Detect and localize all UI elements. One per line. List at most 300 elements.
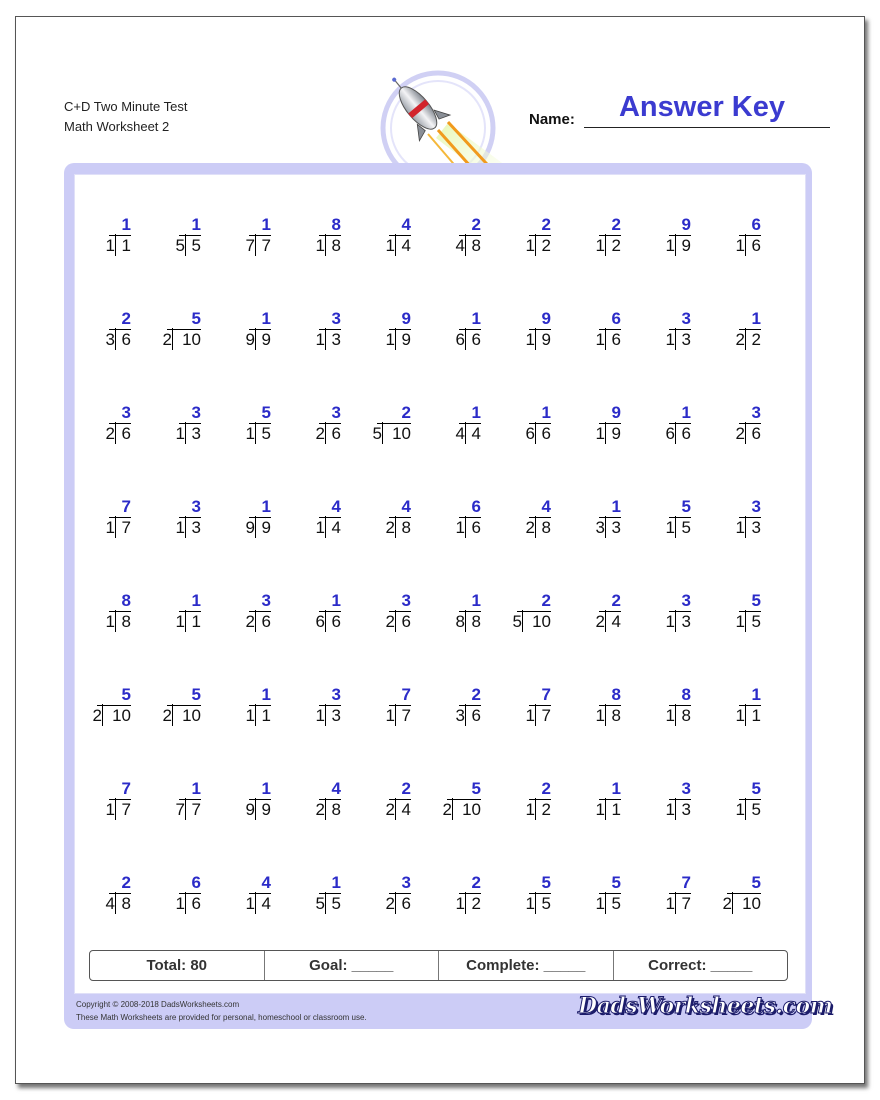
problems-grid <box>75 213 775 965</box>
quotient-answer: 2 <box>109 873 131 894</box>
division-problem <box>425 213 495 307</box>
divisor: 1 <box>315 330 325 349</box>
dividend: 8 <box>331 800 341 819</box>
division-problem <box>145 589 215 683</box>
quotient-answer: 2 <box>459 873 481 894</box>
quotient-answer: 3 <box>669 309 691 330</box>
division-problem <box>215 307 285 401</box>
dividend: 7 <box>401 706 411 725</box>
division-problem <box>495 213 565 307</box>
divisor: 2 <box>162 330 172 349</box>
quotient-answer: 1 <box>459 403 481 424</box>
dividend: 1 <box>121 236 131 255</box>
dividend: 2 <box>541 800 551 819</box>
dividend: 4 <box>331 518 341 537</box>
divisor: 2 <box>735 330 745 349</box>
divisor: 6 <box>525 424 535 443</box>
dividend: 5 <box>261 424 271 443</box>
divisor: 1 <box>595 236 605 255</box>
divisor: 2 <box>735 424 745 443</box>
complete-cell[interactable]: Complete: _____ <box>439 951 614 980</box>
divisor: 1 <box>175 612 185 631</box>
quotient-answer: 1 <box>459 591 481 612</box>
divisor: 2 <box>162 706 172 725</box>
correct-cell[interactable]: Correct: _____ <box>648 957 753 974</box>
dividend: 2 <box>471 894 481 913</box>
division-problem <box>75 495 145 589</box>
division-problem <box>215 213 285 307</box>
quotient-answer: 8 <box>669 685 691 706</box>
divisor: 6 <box>315 612 325 631</box>
division-problem <box>75 683 145 777</box>
dividend: 4 <box>401 800 411 819</box>
quotient-answer: 2 <box>109 309 131 330</box>
divisor: 5 <box>372 424 382 443</box>
divisor: 1 <box>245 894 255 913</box>
divisor: 7 <box>175 800 185 819</box>
quotient-answer: 1 <box>319 591 341 612</box>
division-problem <box>565 213 635 307</box>
divisor: 3 <box>595 518 605 537</box>
quotient-answer: 1 <box>249 309 271 330</box>
dividend: 8 <box>681 706 691 725</box>
quotient-answer: 7 <box>109 497 131 518</box>
division-problem <box>565 777 635 871</box>
division-problem <box>145 401 215 495</box>
divisor: 1 <box>595 330 605 349</box>
quotient-answer: 5 <box>167 309 201 330</box>
division-problem <box>425 589 495 683</box>
dividend: 6 <box>541 424 551 443</box>
division-problem <box>705 401 775 495</box>
quotient-answer: 9 <box>599 403 621 424</box>
division-problem <box>145 307 215 401</box>
dividend: 6 <box>121 330 131 349</box>
division-problem <box>565 589 635 683</box>
divisor: 1 <box>455 894 465 913</box>
quotient-answer: 3 <box>669 591 691 612</box>
dividend: 8 <box>401 518 411 537</box>
dividend: 8 <box>121 612 131 631</box>
quotient-answer: 3 <box>669 779 691 800</box>
quotient-answer: 2 <box>459 685 481 706</box>
division-problem <box>145 213 215 307</box>
divisor: 2 <box>315 424 325 443</box>
division-problem <box>355 307 425 401</box>
division-problem <box>495 401 565 495</box>
dividend: 4 <box>611 612 621 631</box>
dividend: 9 <box>261 330 271 349</box>
dividend: 4 <box>471 424 481 443</box>
division-problem <box>565 683 635 777</box>
divisor: 2 <box>385 518 395 537</box>
quotient-answer: 8 <box>599 685 621 706</box>
quotient-answer: 1 <box>179 591 201 612</box>
division-problem <box>635 589 705 683</box>
quotient-answer: 3 <box>249 591 271 612</box>
division-problem <box>425 777 495 871</box>
dadsworksheets-logo: DadsWorksheets.com <box>578 993 833 1019</box>
quotient-answer: 7 <box>389 685 411 706</box>
quotient-answer: 7 <box>669 873 691 894</box>
dividend: 3 <box>191 518 201 537</box>
goal-cell[interactable]: Goal: _____ <box>265 951 440 980</box>
divisor: 1 <box>525 800 535 819</box>
quotient-answer: 3 <box>389 591 411 612</box>
dividend: 6 <box>751 424 761 443</box>
division-problem <box>145 495 215 589</box>
quotient-answer: 6 <box>739 215 761 236</box>
division-problem <box>145 777 215 871</box>
dividend: 5 <box>611 894 621 913</box>
dividend: 6 <box>751 236 761 255</box>
divisor: 1 <box>665 706 675 725</box>
dividend: 3 <box>751 518 761 537</box>
dividend: 10 <box>182 706 201 725</box>
name-label: Name: <box>529 111 575 128</box>
worksheet-title <box>64 97 187 137</box>
divisor: 2 <box>385 800 395 819</box>
division-problem <box>215 401 285 495</box>
divisor: 3 <box>105 330 115 349</box>
division-problem <box>215 589 285 683</box>
dividend: 9 <box>401 330 411 349</box>
division-problem <box>705 307 775 401</box>
dividend: 3 <box>611 518 621 537</box>
dividend: 5 <box>751 800 761 819</box>
quotient-answer: 5 <box>599 873 621 894</box>
divisor: 1 <box>735 706 745 725</box>
quotient-answer: 8 <box>319 215 341 236</box>
division-problem <box>355 777 425 871</box>
division-problem <box>425 401 495 495</box>
usage-notice: These Math Worksheets are provided for personal, homeschool or classroom use. <box>76 1013 367 1022</box>
dividend: 5 <box>751 612 761 631</box>
quotient-answer: 5 <box>447 779 481 800</box>
dividend: 10 <box>112 706 131 725</box>
dividend: 9 <box>681 236 691 255</box>
dividend: 6 <box>121 424 131 443</box>
division-problem <box>635 307 705 401</box>
quotient-answer: 3 <box>739 497 761 518</box>
division-problem <box>355 683 425 777</box>
quotient-answer: 1 <box>249 779 271 800</box>
division-problem <box>355 495 425 589</box>
divisor: 1 <box>315 236 325 255</box>
division-problem <box>215 495 285 589</box>
dividend: 8 <box>471 236 481 255</box>
quotient-answer: 1 <box>599 779 621 800</box>
divisor: 1 <box>105 612 115 631</box>
title-line-2: Math Worksheet 2 <box>64 119 170 134</box>
divisor: 1 <box>665 236 675 255</box>
quotient-answer: 3 <box>319 685 341 706</box>
quotient-answer: 2 <box>599 591 621 612</box>
division-problem <box>215 777 285 871</box>
divisor: 2 <box>525 518 535 537</box>
divisor: 1 <box>665 518 675 537</box>
dividend: 2 <box>541 236 551 255</box>
division-problem <box>355 401 425 495</box>
quotient-answer: 6 <box>599 309 621 330</box>
divisor: 1 <box>245 424 255 443</box>
divisor: 1 <box>665 612 675 631</box>
divisor: 8 <box>455 612 465 631</box>
division-problem <box>565 401 635 495</box>
quotient-answer: 1 <box>319 873 341 894</box>
divisor: 1 <box>385 236 395 255</box>
quotient-answer: 6 <box>459 497 481 518</box>
quotient-answer: 1 <box>459 309 481 330</box>
divisor: 1 <box>525 706 535 725</box>
title-line-1: C+D Two Minute Test <box>64 99 188 114</box>
quotient-answer: 3 <box>319 309 341 330</box>
divisor: 4 <box>105 894 115 913</box>
quotient-answer: 1 <box>179 779 201 800</box>
divisor: 2 <box>722 894 732 913</box>
dividend: 9 <box>611 424 621 443</box>
dividend: 9 <box>541 330 551 349</box>
division-problem <box>285 401 355 495</box>
quotient-answer: 2 <box>377 403 411 424</box>
division-problem <box>285 307 355 401</box>
dividend: 7 <box>261 236 271 255</box>
dividend: 8 <box>541 518 551 537</box>
divisor: 1 <box>735 800 745 819</box>
division-problem <box>635 777 705 871</box>
quotient-answer: 1 <box>179 215 201 236</box>
dividend: 3 <box>681 612 691 631</box>
quotient-answer: 5 <box>97 685 131 706</box>
dividend: 6 <box>401 894 411 913</box>
quotient-answer: 2 <box>529 215 551 236</box>
divisor: 1 <box>455 518 465 537</box>
divisor: 1 <box>595 894 605 913</box>
divisor: 1 <box>595 706 605 725</box>
divisor: 4 <box>455 236 465 255</box>
quotient-answer: 5 <box>739 591 761 612</box>
quotient-answer: 2 <box>517 591 551 612</box>
divisor: 1 <box>245 706 255 725</box>
division-problem <box>425 683 495 777</box>
dividend: 6 <box>191 894 201 913</box>
division-problem <box>705 213 775 307</box>
divisor: 1 <box>105 800 115 819</box>
divisor: 1 <box>175 424 185 443</box>
quotient-answer: 1 <box>109 215 131 236</box>
dividend: 4 <box>261 894 271 913</box>
quotient-answer: 3 <box>109 403 131 424</box>
divisor: 1 <box>385 330 395 349</box>
division-problem <box>75 589 145 683</box>
division-problem <box>495 589 565 683</box>
quotient-answer: 3 <box>179 403 201 424</box>
quotient-answer: 3 <box>739 403 761 424</box>
quotient-answer: 4 <box>249 873 271 894</box>
quotient-answer: 2 <box>529 779 551 800</box>
division-problem <box>425 495 495 589</box>
quotient-answer: 5 <box>669 497 691 518</box>
dividend: 4 <box>401 236 411 255</box>
dividend: 5 <box>331 894 341 913</box>
dividend: 7 <box>541 706 551 725</box>
dividend: 1 <box>261 706 271 725</box>
divisor: 7 <box>245 236 255 255</box>
quotient-answer: 1 <box>599 497 621 518</box>
dividend: 3 <box>191 424 201 443</box>
dividend: 6 <box>261 612 271 631</box>
quotient-answer: 1 <box>529 403 551 424</box>
quotient-answer: 3 <box>389 873 411 894</box>
quotient-answer: 4 <box>319 779 341 800</box>
division-problem <box>565 307 635 401</box>
quotient-answer: 6 <box>179 873 201 894</box>
dividend: 8 <box>611 706 621 725</box>
dividend: 2 <box>611 236 621 255</box>
division-problem <box>285 589 355 683</box>
division-problem <box>705 777 775 871</box>
dividend: 5 <box>681 518 691 537</box>
dividend: 1 <box>611 800 621 819</box>
division-problem <box>285 213 355 307</box>
divisor: 1 <box>315 518 325 537</box>
dividend: 5 <box>191 236 201 255</box>
division-problem <box>705 495 775 589</box>
divisor: 1 <box>595 424 605 443</box>
quotient-answer: 1 <box>249 685 271 706</box>
divisor: 1 <box>175 894 185 913</box>
dividend: 7 <box>121 800 131 819</box>
dividend: 7 <box>191 800 201 819</box>
dividend: 6 <box>331 612 341 631</box>
dividend: 3 <box>681 330 691 349</box>
dividend: 6 <box>331 424 341 443</box>
divisor: 2 <box>315 800 325 819</box>
divisor: 1 <box>665 330 675 349</box>
dividend: 2 <box>751 330 761 349</box>
dividend: 3 <box>331 330 341 349</box>
divisor: 1 <box>315 706 325 725</box>
division-problem <box>75 307 145 401</box>
divisor: 1 <box>105 236 115 255</box>
dividend: 1 <box>751 706 761 725</box>
quotient-answer: 3 <box>319 403 341 424</box>
divisor: 2 <box>442 800 452 819</box>
divisor: 1 <box>665 800 675 819</box>
quotient-answer: 7 <box>529 685 551 706</box>
divisor: 1 <box>735 612 745 631</box>
dividend: 6 <box>681 424 691 443</box>
dividend: 8 <box>121 894 131 913</box>
quotient-answer: 1 <box>249 497 271 518</box>
division-problem <box>75 777 145 871</box>
dividend: 8 <box>471 612 481 631</box>
quotient-answer: 9 <box>389 309 411 330</box>
divisor: 6 <box>665 424 675 443</box>
division-problem <box>285 683 355 777</box>
division-problem <box>355 589 425 683</box>
quotient-answer: 5 <box>529 873 551 894</box>
division-problem <box>635 495 705 589</box>
divisor: 5 <box>175 236 185 255</box>
division-problem <box>705 683 775 777</box>
quotient-answer: 9 <box>529 309 551 330</box>
quotient-answer: 1 <box>669 403 691 424</box>
quotient-answer: 4 <box>389 215 411 236</box>
divisor: 1 <box>525 894 535 913</box>
divisor: 1 <box>735 236 745 255</box>
quotient-answer: 4 <box>529 497 551 518</box>
name-line[interactable] <box>584 127 830 128</box>
dividend: 10 <box>462 800 481 819</box>
divisor: 1 <box>525 330 535 349</box>
quotient-answer: 1 <box>739 685 761 706</box>
division-problem <box>635 213 705 307</box>
quotient-answer: 4 <box>319 497 341 518</box>
divisor: 9 <box>245 330 255 349</box>
divisor: 1 <box>385 706 395 725</box>
divisor: 4 <box>455 424 465 443</box>
dividend: 10 <box>182 330 201 349</box>
division-problem <box>145 683 215 777</box>
dividend: 6 <box>611 330 621 349</box>
dividend: 6 <box>471 706 481 725</box>
dividend: 6 <box>471 518 481 537</box>
quotient-answer: 2 <box>389 779 411 800</box>
dividend: 10 <box>392 424 411 443</box>
dividend: 7 <box>681 894 691 913</box>
dividend: 1 <box>191 612 201 631</box>
copyright-block <box>76 998 367 1024</box>
divisor: 2 <box>245 612 255 631</box>
quotient-answer: 5 <box>739 779 761 800</box>
quotient-answer: 3 <box>179 497 201 518</box>
quotient-answer: 5 <box>167 685 201 706</box>
dividend: 6 <box>471 330 481 349</box>
dividend: 3 <box>331 706 341 725</box>
divisor: 2 <box>385 612 395 631</box>
divisor: 1 <box>595 800 605 819</box>
division-problem <box>285 495 355 589</box>
quotient-answer: 1 <box>739 309 761 330</box>
division-problem <box>495 307 565 401</box>
divisor: 2 <box>385 894 395 913</box>
divisor: 5 <box>315 894 325 913</box>
divisor: 1 <box>665 894 675 913</box>
quotient-answer: 2 <box>459 215 481 236</box>
dividend: 10 <box>742 894 761 913</box>
division-problem <box>355 213 425 307</box>
dividend: 6 <box>401 612 411 631</box>
quotient-answer: 9 <box>669 215 691 236</box>
quotient-answer: 7 <box>109 779 131 800</box>
dividend: 10 <box>532 612 551 631</box>
quotient-answer: 5 <box>249 403 271 424</box>
division-problem <box>495 777 565 871</box>
division-problem <box>705 589 775 683</box>
total-cell: Total: 80 <box>90 951 265 980</box>
division-problem <box>75 213 145 307</box>
copyright-text: Copyright © 2008-2018 DadsWorksheets.com <box>76 1000 240 1009</box>
division-problem <box>425 307 495 401</box>
dividend: 5 <box>541 894 551 913</box>
divisor: 3 <box>455 706 465 725</box>
divisor: 1 <box>175 518 185 537</box>
dividend: 9 <box>261 518 271 537</box>
answer-key: Answer Key <box>618 91 785 123</box>
divisor: 6 <box>455 330 465 349</box>
divisor: 5 <box>512 612 522 631</box>
